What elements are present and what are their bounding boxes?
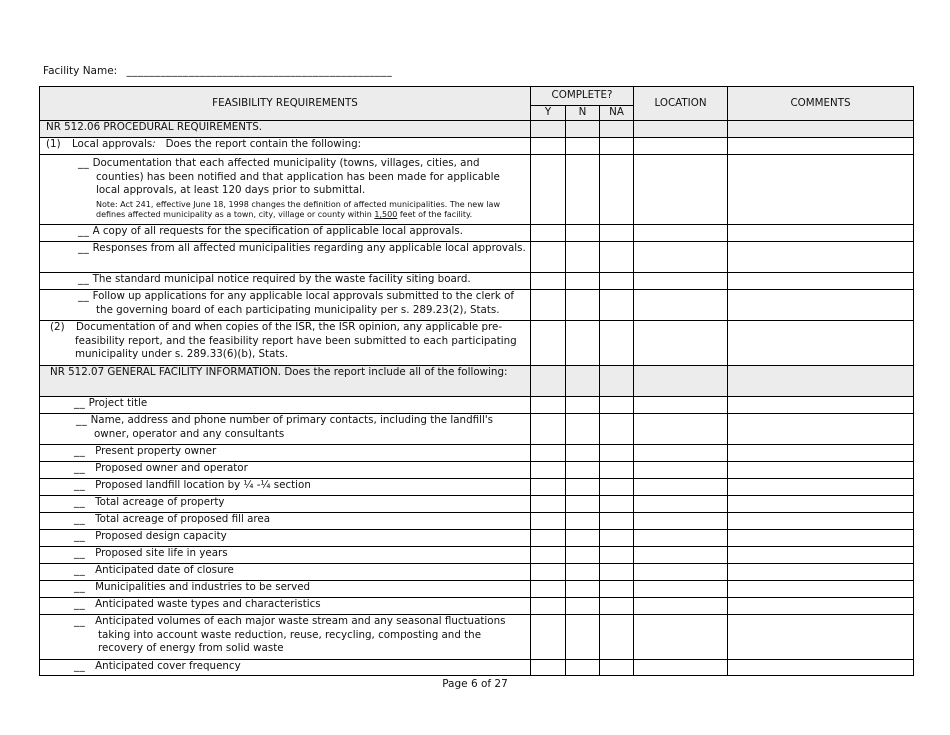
table-row xyxy=(40,496,914,513)
blank-marker: __ xyxy=(74,513,86,525)
location-cell[interactable] xyxy=(634,530,728,547)
table-row xyxy=(40,397,914,414)
requirement-cell xyxy=(40,290,531,321)
requirement-cell xyxy=(40,564,531,581)
blank-marker: __ xyxy=(74,598,86,610)
check-na[interactable] xyxy=(600,273,634,290)
table-row xyxy=(40,225,914,242)
check-na[interactable] xyxy=(600,660,634,676)
location-cell[interactable] xyxy=(634,273,728,290)
comments-cell[interactable] xyxy=(728,530,914,547)
location-cell[interactable] xyxy=(634,581,728,598)
location-cell[interactable] xyxy=(634,462,728,479)
requirement-local-approvals xyxy=(40,138,531,155)
comments-cell[interactable] xyxy=(728,496,914,513)
blank-marker: __ xyxy=(78,225,90,237)
section-title-512-06: NR 512.06 PROCEDURAL REQUIREMENTS. xyxy=(40,121,531,138)
header-complete: COMPLETE? xyxy=(531,87,634,106)
check-na[interactable] xyxy=(600,479,634,496)
comments-cell[interactable] xyxy=(728,138,914,155)
requirement-question: Does the report contain the following: xyxy=(165,138,362,150)
requirement-text: Municipalities and industries to be served xyxy=(95,581,311,593)
comments-cell[interactable] xyxy=(728,581,914,598)
requirement-text: Proposed design capacity xyxy=(95,530,227,542)
requirement-text: A copy of all requests for the specification of applicable local approvals. xyxy=(92,225,463,237)
requirement-cell xyxy=(40,530,531,547)
requirement-text: Name, address and phone number of primary contacts, including the landfill's owner, operator and any consultants xyxy=(90,414,494,440)
comments-cell[interactable] xyxy=(728,397,914,414)
check-n[interactable] xyxy=(566,462,600,479)
blank-marker: __ xyxy=(74,564,86,576)
requirement-text: Documentation that each affected municipality (towns, villages, cities, and counties) has been notified and that application has been made for applicable local approvals, at least 120 days prior to submittal. xyxy=(92,157,500,196)
blank-marker: __ xyxy=(74,547,86,559)
blank-marker: __ xyxy=(78,273,90,285)
facility-name-label: Facility Name: xyxy=(43,65,118,77)
header-na: NA xyxy=(600,106,634,121)
check-n[interactable] xyxy=(566,496,600,513)
requirement-cell xyxy=(40,660,531,676)
requirement-cell xyxy=(40,321,531,366)
section-row xyxy=(40,366,914,397)
requirement-text: Anticipated volumes of each major waste stream and any seasonal fluctuations taking into account waste reduction, reuse, recycling, composting and the recovery of energy from solid waste xyxy=(95,615,506,654)
comments-cell[interactable] xyxy=(728,414,914,445)
blank-marker: __ xyxy=(78,157,90,169)
comments-cell[interactable] xyxy=(728,615,914,660)
check-n[interactable] xyxy=(566,138,600,155)
requirement-cell xyxy=(40,547,531,564)
check-n[interactable] xyxy=(566,660,600,676)
table-row xyxy=(40,462,914,479)
check-y[interactable] xyxy=(531,462,566,479)
comments-cell[interactable] xyxy=(728,445,914,462)
check-na[interactable] xyxy=(600,547,634,564)
location-cell[interactable] xyxy=(634,225,728,242)
check-na[interactable] xyxy=(600,321,634,366)
requirement-cell xyxy=(40,581,531,598)
check-y[interactable] xyxy=(531,397,566,414)
blank-marker: __ xyxy=(74,462,86,474)
check-na[interactable] xyxy=(600,615,634,660)
comments-cell[interactable] xyxy=(728,547,914,564)
check-n[interactable] xyxy=(566,155,600,225)
check-n[interactable] xyxy=(566,445,600,462)
page-number: Page 6 of 27 xyxy=(442,678,508,690)
check-n[interactable] xyxy=(566,581,600,598)
blank-marker: __ xyxy=(78,242,90,254)
location-cell[interactable] xyxy=(634,138,728,155)
check-na[interactable] xyxy=(600,581,634,598)
check-na[interactable] xyxy=(600,513,634,530)
requirement-cell xyxy=(40,242,531,273)
requirement-cell xyxy=(40,273,531,290)
location-cell[interactable] xyxy=(634,615,728,660)
requirement-colon: : xyxy=(152,138,156,150)
requirement-cell xyxy=(40,615,531,660)
check-y[interactable] xyxy=(531,445,566,462)
check-n[interactable] xyxy=(566,290,600,321)
requirement-label: Local approvals xyxy=(72,138,153,150)
requirement-cell xyxy=(40,225,531,242)
check-na[interactable] xyxy=(600,445,634,462)
comments-cell[interactable] xyxy=(728,462,914,479)
table-row xyxy=(40,479,914,496)
check-y[interactable] xyxy=(531,479,566,496)
location-cell[interactable] xyxy=(634,547,728,564)
table-row xyxy=(40,530,914,547)
check-na[interactable] xyxy=(600,242,634,273)
requirement-cell xyxy=(40,155,531,225)
requirement-text: Documentation of and when copies of the ISR, the ISR opinion, any applicable pre-feasibility report, and the feasibility report have been submitted to each participating municipality under s. 289.33(6)(b), Stats. xyxy=(75,321,517,360)
item-number: (1) xyxy=(46,138,61,150)
table-row xyxy=(40,273,914,290)
location-cell[interactable] xyxy=(634,397,728,414)
requirement-text: Total acreage of property xyxy=(95,496,225,508)
check-n[interactable] xyxy=(566,242,600,273)
comments-cell[interactable] xyxy=(728,290,914,321)
requirement-text: The standard municipal notice required by the waste facility siting board. xyxy=(92,273,471,285)
check-y[interactable] xyxy=(531,581,566,598)
comments-cell[interactable] xyxy=(728,564,914,581)
check-y[interactable] xyxy=(531,273,566,290)
section-row xyxy=(40,121,914,138)
table-row xyxy=(40,155,914,225)
comments-cell[interactable] xyxy=(728,598,914,615)
check-y[interactable] xyxy=(531,138,566,155)
location-cell[interactable] xyxy=(634,479,728,496)
location-cell[interactable] xyxy=(634,321,728,366)
check-na[interactable] xyxy=(600,414,634,445)
check-y[interactable] xyxy=(531,660,566,676)
section-title-512-07 xyxy=(40,366,531,397)
check-y[interactable] xyxy=(531,615,566,660)
check-y[interactable] xyxy=(531,598,566,615)
blank-marker: __ xyxy=(78,290,90,302)
note-text-end: feet of the facility. xyxy=(397,209,473,219)
blank-marker: __ xyxy=(74,397,86,409)
requirement-text: Responses from all affected municipalities regarding any applicable local approvals. xyxy=(92,242,526,254)
requirement-text: Total acreage of proposed fill area xyxy=(95,513,271,525)
check-n[interactable] xyxy=(566,479,600,496)
check-na[interactable] xyxy=(600,290,634,321)
requirement-text: Present property owner xyxy=(95,445,217,457)
location-cell[interactable] xyxy=(634,513,728,530)
requirement-cell xyxy=(40,598,531,615)
check-na[interactable] xyxy=(600,530,634,547)
check-na[interactable] xyxy=(600,397,634,414)
requirement-text: Follow up applications for any applicable local approvals submitted to the clerk of the governing board of each participating municipality per s. 289.23(2), Stats. xyxy=(92,290,515,316)
requirement-text: Anticipated cover frequency xyxy=(95,660,241,672)
comments-cell[interactable] xyxy=(728,155,914,225)
check-na[interactable] xyxy=(600,598,634,615)
header-y: Y xyxy=(531,106,566,121)
comments-cell[interactable] xyxy=(728,225,914,242)
blank-marker: __ xyxy=(74,496,86,508)
check-n[interactable] xyxy=(566,598,600,615)
header-comments: COMMENTS xyxy=(728,87,914,121)
check-y[interactable] xyxy=(531,242,566,273)
table-row xyxy=(40,615,914,660)
table-row xyxy=(40,414,914,445)
check-y[interactable] xyxy=(531,547,566,564)
table-row xyxy=(40,290,914,321)
note-distance: 1,500 xyxy=(374,209,398,219)
check-n[interactable] xyxy=(566,225,600,242)
check-n[interactable] xyxy=(566,564,600,581)
requirement-cell xyxy=(40,462,531,479)
location-cell[interactable] xyxy=(634,155,728,225)
check-na[interactable] xyxy=(600,496,634,513)
requirement-cell xyxy=(40,513,531,530)
table-row xyxy=(40,138,914,155)
check-n[interactable] xyxy=(566,414,600,445)
check-y[interactable] xyxy=(531,225,566,242)
location-cell[interactable] xyxy=(634,290,728,321)
comments-cell[interactable] xyxy=(728,242,914,273)
requirement-cell xyxy=(40,496,531,513)
check-n[interactable] xyxy=(566,547,600,564)
check-y[interactable] xyxy=(531,155,566,225)
table-row xyxy=(40,445,914,462)
item-number: (2) xyxy=(50,321,65,333)
check-y[interactable] xyxy=(531,530,566,547)
requirement-note xyxy=(44,200,526,220)
check-na[interactable] xyxy=(600,462,634,479)
requirement-text: Proposed owner and operator xyxy=(95,462,248,474)
check-y[interactable] xyxy=(531,321,566,366)
comments-cell[interactable] xyxy=(728,660,914,676)
table-row xyxy=(40,242,914,273)
table-row xyxy=(40,598,914,615)
check-na[interactable] xyxy=(600,225,634,242)
table-row xyxy=(40,660,914,676)
check-n[interactable] xyxy=(566,397,600,414)
table-row xyxy=(40,321,914,366)
check-y[interactable] xyxy=(531,496,566,513)
requirement-cell xyxy=(40,414,531,445)
requirement-text: Anticipated date of closure xyxy=(95,564,234,576)
check-na[interactable] xyxy=(600,155,634,225)
facility-name-line[interactable]: _______________________________________________ xyxy=(126,65,393,77)
blank-marker: __ xyxy=(74,581,86,593)
blank-marker: __ xyxy=(74,615,86,627)
comments-cell[interactable] xyxy=(728,321,914,366)
table-row xyxy=(40,513,914,530)
table-row xyxy=(40,581,914,598)
blank-marker: __ xyxy=(74,445,86,457)
requirement-text: Proposed landfill location by ¼ -¼ section xyxy=(95,479,311,491)
check-y[interactable] xyxy=(531,290,566,321)
feasibility-checklist-table xyxy=(39,86,914,676)
check-na[interactable] xyxy=(600,564,634,581)
section-text: NR 512.07 GENERAL FACILITY INFORMATION. Does the report include all of the following: xyxy=(50,366,508,378)
location-cell[interactable] xyxy=(634,598,728,615)
facility-name-field xyxy=(43,65,392,77)
location-cell[interactable] xyxy=(634,564,728,581)
note-text: Note: Act 241, effective June 18, 1998 changes the definition of affected municipalities. The new law defines affected municipality as a town, city, village or county within xyxy=(96,199,500,219)
check-na[interactable] xyxy=(600,138,634,155)
comments-cell[interactable] xyxy=(728,273,914,290)
table-row xyxy=(40,564,914,581)
blank-marker: __ xyxy=(74,530,86,542)
blank-marker: __ xyxy=(74,479,86,491)
header-location: LOCATION xyxy=(634,87,728,121)
location-cell[interactable] xyxy=(634,414,728,445)
requirement-text: Project title xyxy=(88,397,148,409)
requirement-text: Proposed site life in years xyxy=(95,547,228,559)
check-y[interactable] xyxy=(531,513,566,530)
header-n: N xyxy=(566,106,600,121)
check-y[interactable] xyxy=(531,414,566,445)
comments-cell[interactable] xyxy=(728,479,914,496)
table-row xyxy=(40,547,914,564)
check-n[interactable] xyxy=(566,321,600,366)
header-feasibility: FEASIBILITY REQUIREMENTS xyxy=(40,87,531,121)
requirement-cell xyxy=(40,479,531,496)
blank-marker: __ xyxy=(74,660,86,672)
location-cell[interactable] xyxy=(634,242,728,273)
check-n[interactable] xyxy=(566,615,600,660)
location-cell[interactable] xyxy=(634,445,728,462)
location-cell[interactable] xyxy=(634,496,728,513)
comments-cell[interactable] xyxy=(728,513,914,530)
check-n[interactable] xyxy=(566,273,600,290)
blank-marker: __ xyxy=(76,414,88,426)
requirement-cell xyxy=(40,445,531,462)
header-row xyxy=(40,87,914,106)
check-n[interactable] xyxy=(566,513,600,530)
check-n[interactable] xyxy=(566,530,600,547)
requirement-text: Anticipated waste types and characteristics xyxy=(95,598,321,610)
check-y[interactable] xyxy=(531,564,566,581)
location-cell[interactable] xyxy=(634,660,728,676)
requirement-cell xyxy=(40,397,531,414)
